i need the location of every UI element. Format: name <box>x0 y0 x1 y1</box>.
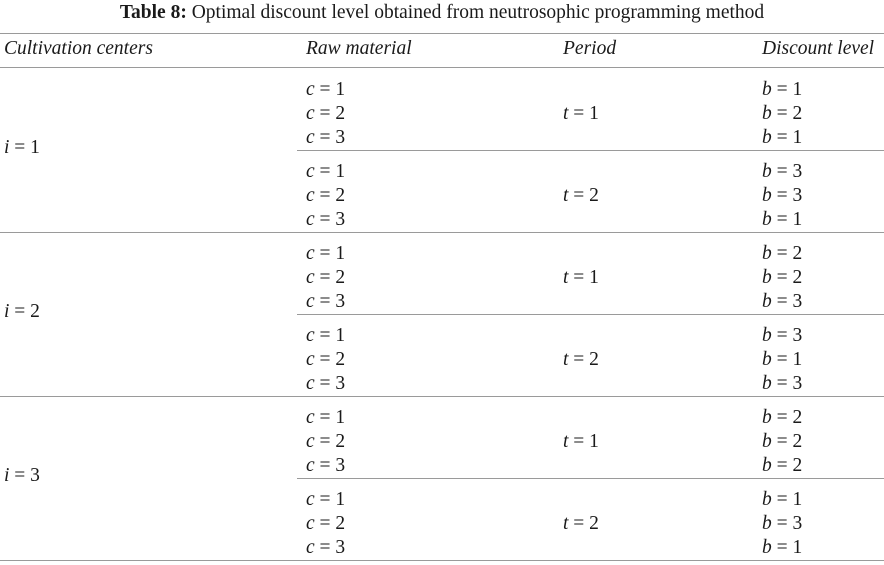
discount-level-line <box>762 324 802 348</box>
raw-equation-value: 3 <box>335 537 346 558</box>
raw-material-stack <box>306 406 345 478</box>
raw-equation-equals: = <box>314 431 336 452</box>
discount-level-line <box>762 102 802 126</box>
raw-equation-value: 3 <box>335 127 346 148</box>
discount-equation-variable: b <box>762 407 772 428</box>
raw-equation-value: 1 <box>335 407 346 428</box>
raw-material-line <box>306 184 345 208</box>
raw-equation <box>306 325 345 346</box>
discount-equation-value: 3 <box>792 291 803 312</box>
period-equation <box>563 267 599 288</box>
discount-equation-variable: b <box>762 103 772 124</box>
raw-equation-value: 3 <box>335 373 346 394</box>
raw-equation-equals: = <box>314 291 336 312</box>
discount-equation-value: 2 <box>792 407 803 428</box>
discount-equation-variable: b <box>762 127 772 148</box>
period-equation-variable: t <box>563 349 569 370</box>
period-equation-equals: = <box>568 349 590 370</box>
center-equation-variable: i <box>4 301 10 322</box>
raw-equation-variable: c <box>306 267 315 288</box>
header-cultivation-centers: Cultivation centers <box>4 38 153 59</box>
discount-level-line <box>762 348 802 372</box>
header-period: Period <box>563 38 617 59</box>
cultivation-center-cell <box>4 300 40 324</box>
discount-equation-equals: = <box>771 267 793 288</box>
discount-equation-value: 2 <box>792 455 803 476</box>
raw-equation <box>306 431 345 452</box>
discount-equation <box>762 537 802 558</box>
discount-equation-value: 1 <box>792 127 803 148</box>
discount-level-line <box>762 372 802 396</box>
raw-material-line <box>306 290 345 314</box>
discount-equation-value: 3 <box>792 161 803 182</box>
period-divider-rule <box>297 314 884 315</box>
discount-equation <box>762 127 802 148</box>
raw-equation-variable: c <box>306 407 315 428</box>
period-equation-variable: t <box>563 267 569 288</box>
period-equation-equals: = <box>568 431 590 452</box>
raw-material-line <box>306 406 345 430</box>
discount-equation-equals: = <box>771 291 793 312</box>
discount-level-line <box>762 266 802 290</box>
raw-equation-value: 3 <box>335 209 346 230</box>
discount-equation <box>762 103 802 124</box>
discount-equation-equals: = <box>771 127 793 148</box>
discount-equation-equals: = <box>771 373 793 394</box>
discount-equation-equals: = <box>771 325 793 346</box>
raw-equation <box>306 161 345 182</box>
raw-equation-equals: = <box>314 489 336 510</box>
period-equation-equals: = <box>568 513 590 534</box>
discount-equation <box>762 455 802 476</box>
raw-equation <box>306 489 345 510</box>
discount-equation <box>762 267 802 288</box>
raw-equation-variable: c <box>306 537 315 558</box>
period-equation-equals: = <box>568 103 590 124</box>
center-equation-value: 2 <box>30 301 40 322</box>
discount-level-stack <box>762 324 802 396</box>
group-divider-rule <box>0 232 884 233</box>
discount-level-line <box>762 78 802 102</box>
raw-equation-value: 1 <box>335 243 346 264</box>
raw-equation-equals: = <box>314 407 336 428</box>
discount-level-line <box>762 536 802 560</box>
discount-equation-equals: = <box>771 537 793 558</box>
raw-equation-value: 1 <box>335 325 346 346</box>
center-equation <box>4 137 40 158</box>
discount-level-stack <box>762 488 802 560</box>
discount-equation <box>762 325 802 346</box>
cultivation-center-cell <box>4 464 40 488</box>
discount-level-stack <box>762 406 802 478</box>
raw-equation-equals: = <box>314 455 336 476</box>
discount-equation-variable: b <box>762 209 772 230</box>
raw-equation-variable: c <box>306 349 315 370</box>
period-equation-variable: t <box>563 103 569 124</box>
raw-equation-equals: = <box>314 373 336 394</box>
raw-equation-equals: = <box>314 267 336 288</box>
discount-equation-value: 2 <box>792 267 803 288</box>
raw-equation-variable: c <box>306 127 315 148</box>
discount-equation <box>762 185 802 206</box>
period-equation-variable: t <box>563 185 569 206</box>
discount-equation-equals: = <box>771 489 793 510</box>
discount-level-stack <box>762 160 802 232</box>
discount-equation <box>762 79 802 100</box>
discount-equation-value: 1 <box>792 537 803 558</box>
raw-material-line <box>306 126 345 150</box>
raw-equation-value: 2 <box>335 103 346 124</box>
center-equation-value: 3 <box>30 465 40 486</box>
discount-level-line <box>762 160 802 184</box>
discount-equation-variable: b <box>762 431 772 452</box>
period-equation-value: 2 <box>589 513 599 534</box>
discount-equation <box>762 513 802 534</box>
discount-equation-value: 1 <box>792 79 803 100</box>
raw-equation <box>306 243 345 264</box>
raw-material-line <box>306 102 345 126</box>
raw-equation <box>306 407 345 428</box>
period-equation-equals: = <box>568 185 590 206</box>
period-equation-value: 1 <box>589 103 599 124</box>
period-equation-value: 1 <box>589 267 599 288</box>
raw-material-line <box>306 454 345 478</box>
discount-equation-equals: = <box>771 103 793 124</box>
period-equation-value: 2 <box>589 349 599 370</box>
raw-material-stack <box>306 160 345 232</box>
discount-equation-variable: b <box>762 489 772 510</box>
raw-equation-variable: c <box>306 513 315 534</box>
raw-equation-equals: = <box>314 127 336 148</box>
raw-equation-value: 2 <box>335 431 346 452</box>
raw-equation-value: 3 <box>335 455 346 476</box>
discount-equation-equals: = <box>771 185 793 206</box>
raw-material-line <box>306 78 345 102</box>
discount-level-line <box>762 512 802 536</box>
raw-equation-variable: c <box>306 209 315 230</box>
discount-equation-variable: b <box>762 161 772 182</box>
raw-equation <box>306 513 345 534</box>
period-equation <box>563 431 599 452</box>
discount-equation-variable: b <box>762 325 772 346</box>
period-equation <box>563 185 599 206</box>
discount-equation-variable: b <box>762 513 772 534</box>
discount-equation-variable: b <box>762 373 772 394</box>
discount-level-stack <box>762 242 802 314</box>
discount-equation-equals: = <box>771 349 793 370</box>
period-divider-rule <box>297 150 884 151</box>
raw-equation-equals: = <box>314 513 336 534</box>
period-equation <box>563 349 599 370</box>
discount-equation <box>762 291 802 312</box>
discount-equation-value: 3 <box>792 513 803 534</box>
center-equation-variable: i <box>4 465 10 486</box>
discount-equation <box>762 373 802 394</box>
raw-equation-variable: c <box>306 243 315 264</box>
discount-level-line <box>762 126 802 150</box>
period-cell <box>563 430 599 454</box>
center-equation-value: 1 <box>30 137 40 158</box>
discount-equation-variable: b <box>762 267 772 288</box>
raw-equation <box>306 291 345 312</box>
period-equation <box>563 513 599 534</box>
raw-equation-equals: = <box>314 79 336 100</box>
discount-equation-value: 2 <box>792 243 803 264</box>
discount-level-line <box>762 488 802 512</box>
discount-equation-value: 2 <box>792 431 803 452</box>
raw-equation-variable: c <box>306 431 315 452</box>
period-equation-equals: = <box>568 267 590 288</box>
discount-equation-value: 1 <box>792 349 803 370</box>
discount-equation <box>762 407 802 428</box>
raw-equation-value: 3 <box>335 291 346 312</box>
raw-equation-value: 1 <box>335 489 346 510</box>
raw-material-line <box>306 242 345 266</box>
raw-equation <box>306 455 345 476</box>
raw-material-stack <box>306 242 345 314</box>
raw-equation <box>306 537 345 558</box>
discount-equation-value: 3 <box>792 373 803 394</box>
raw-equation <box>306 103 345 124</box>
discount-level-line <box>762 406 802 430</box>
raw-material-line <box>306 348 345 372</box>
raw-equation <box>306 267 345 288</box>
raw-material-line <box>306 488 345 512</box>
raw-equation-equals: = <box>314 161 336 182</box>
raw-material-line <box>306 372 345 396</box>
raw-material-line <box>306 536 345 560</box>
discount-level-line <box>762 184 802 208</box>
discount-equation <box>762 349 802 370</box>
raw-material-stack <box>306 324 345 396</box>
raw-material-stack <box>306 78 345 150</box>
raw-equation <box>306 185 345 206</box>
discount-equation-equals: = <box>771 161 793 182</box>
discount-equation-equals: = <box>771 209 793 230</box>
raw-material-line <box>306 266 345 290</box>
raw-equation-variable: c <box>306 161 315 182</box>
table-caption <box>0 2 884 24</box>
period-cell <box>563 102 599 126</box>
raw-equation-variable: c <box>306 325 315 346</box>
discount-equation <box>762 243 802 264</box>
center-equation-equals: = <box>9 301 31 322</box>
raw-equation-equals: = <box>314 537 336 558</box>
discount-equation-variable: b <box>762 243 772 264</box>
discount-equation-variable: b <box>762 185 772 206</box>
discount-equation-value: 1 <box>792 489 803 510</box>
period-cell <box>563 348 599 372</box>
period-cell <box>563 512 599 536</box>
center-equation <box>4 465 40 486</box>
raw-equation-value: 1 <box>335 79 346 100</box>
center-equation-equals: = <box>9 137 31 158</box>
raw-material-stack <box>306 488 345 560</box>
discount-equation <box>762 431 802 452</box>
discount-equation <box>762 489 802 510</box>
discount-level-line <box>762 430 802 454</box>
discount-equation <box>762 161 802 182</box>
bottom-rule <box>0 560 884 561</box>
period-equation-value: 2 <box>589 185 599 206</box>
raw-equation-variable: c <box>306 103 315 124</box>
period-equation-variable: t <box>563 513 569 534</box>
center-equation <box>4 301 40 322</box>
period-equation-variable: t <box>563 431 569 452</box>
raw-material-line <box>306 160 345 184</box>
header-raw-material: Raw material <box>306 38 412 59</box>
discount-equation <box>762 209 802 230</box>
discount-equation-value: 3 <box>792 325 803 346</box>
raw-equation <box>306 209 345 230</box>
header-discount-level: Discount level <box>762 38 875 59</box>
raw-equation-variable: c <box>306 291 315 312</box>
period-cell <box>563 184 599 208</box>
discount-equation-value: 3 <box>792 185 803 206</box>
raw-equation-variable: c <box>306 373 315 394</box>
raw-equation-variable: c <box>306 79 315 100</box>
raw-material-line <box>306 208 345 232</box>
cultivation-center-cell <box>4 136 40 160</box>
raw-equation-variable: c <box>306 455 315 476</box>
period-cell <box>563 266 599 290</box>
raw-material-line <box>306 430 345 454</box>
raw-equation <box>306 127 345 148</box>
center-equation-variable: i <box>4 137 10 158</box>
discount-equation-value: 2 <box>792 103 803 124</box>
discount-equation-variable: b <box>762 455 772 476</box>
period-divider-rule <box>297 478 884 479</box>
discount-level-line <box>762 208 802 232</box>
raw-equation-variable: c <box>306 185 315 206</box>
raw-equation-equals: = <box>314 209 336 230</box>
caption-text: Optimal discount level obtained from neutrosophic programming method <box>191 2 765 23</box>
discount-equation-variable: b <box>762 79 772 100</box>
period-equation-value: 1 <box>589 431 599 452</box>
top-rule <box>0 33 884 34</box>
discount-equation-equals: = <box>771 79 793 100</box>
raw-equation-equals: = <box>314 325 336 346</box>
caption-label: Table 8: <box>119 2 187 23</box>
raw-equation-value: 2 <box>335 185 346 206</box>
discount-equation-variable: b <box>762 349 772 370</box>
discount-equation-variable: b <box>762 291 772 312</box>
raw-equation <box>306 79 345 100</box>
raw-equation <box>306 373 345 394</box>
discount-equation-equals: = <box>771 513 793 534</box>
raw-equation-equals: = <box>314 243 336 264</box>
discount-equation-variable: b <box>762 537 772 558</box>
discount-level-line <box>762 454 802 478</box>
discount-equation-equals: = <box>771 431 793 452</box>
header-rule <box>0 67 884 68</box>
discount-level-stack <box>762 78 802 150</box>
raw-equation-equals: = <box>314 349 336 370</box>
discount-equation-equals: = <box>771 455 793 476</box>
raw-equation <box>306 349 345 370</box>
raw-equation-variable: c <box>306 489 315 510</box>
discount-equation-equals: = <box>771 243 793 264</box>
raw-material-line <box>306 324 345 348</box>
center-equation-equals: = <box>9 465 31 486</box>
discount-level-line <box>762 242 802 266</box>
period-equation <box>563 103 599 124</box>
discount-equation-equals: = <box>771 407 793 428</box>
discount-equation-value: 1 <box>792 209 803 230</box>
discount-level-line <box>762 290 802 314</box>
raw-equation-value: 2 <box>335 513 346 534</box>
raw-equation-equals: = <box>314 185 336 206</box>
raw-equation-value: 2 <box>335 267 346 288</box>
raw-material-line <box>306 512 345 536</box>
raw-equation-value: 1 <box>335 161 346 182</box>
raw-equation-equals: = <box>314 103 336 124</box>
group-divider-rule <box>0 396 884 397</box>
raw-equation-value: 2 <box>335 349 346 370</box>
